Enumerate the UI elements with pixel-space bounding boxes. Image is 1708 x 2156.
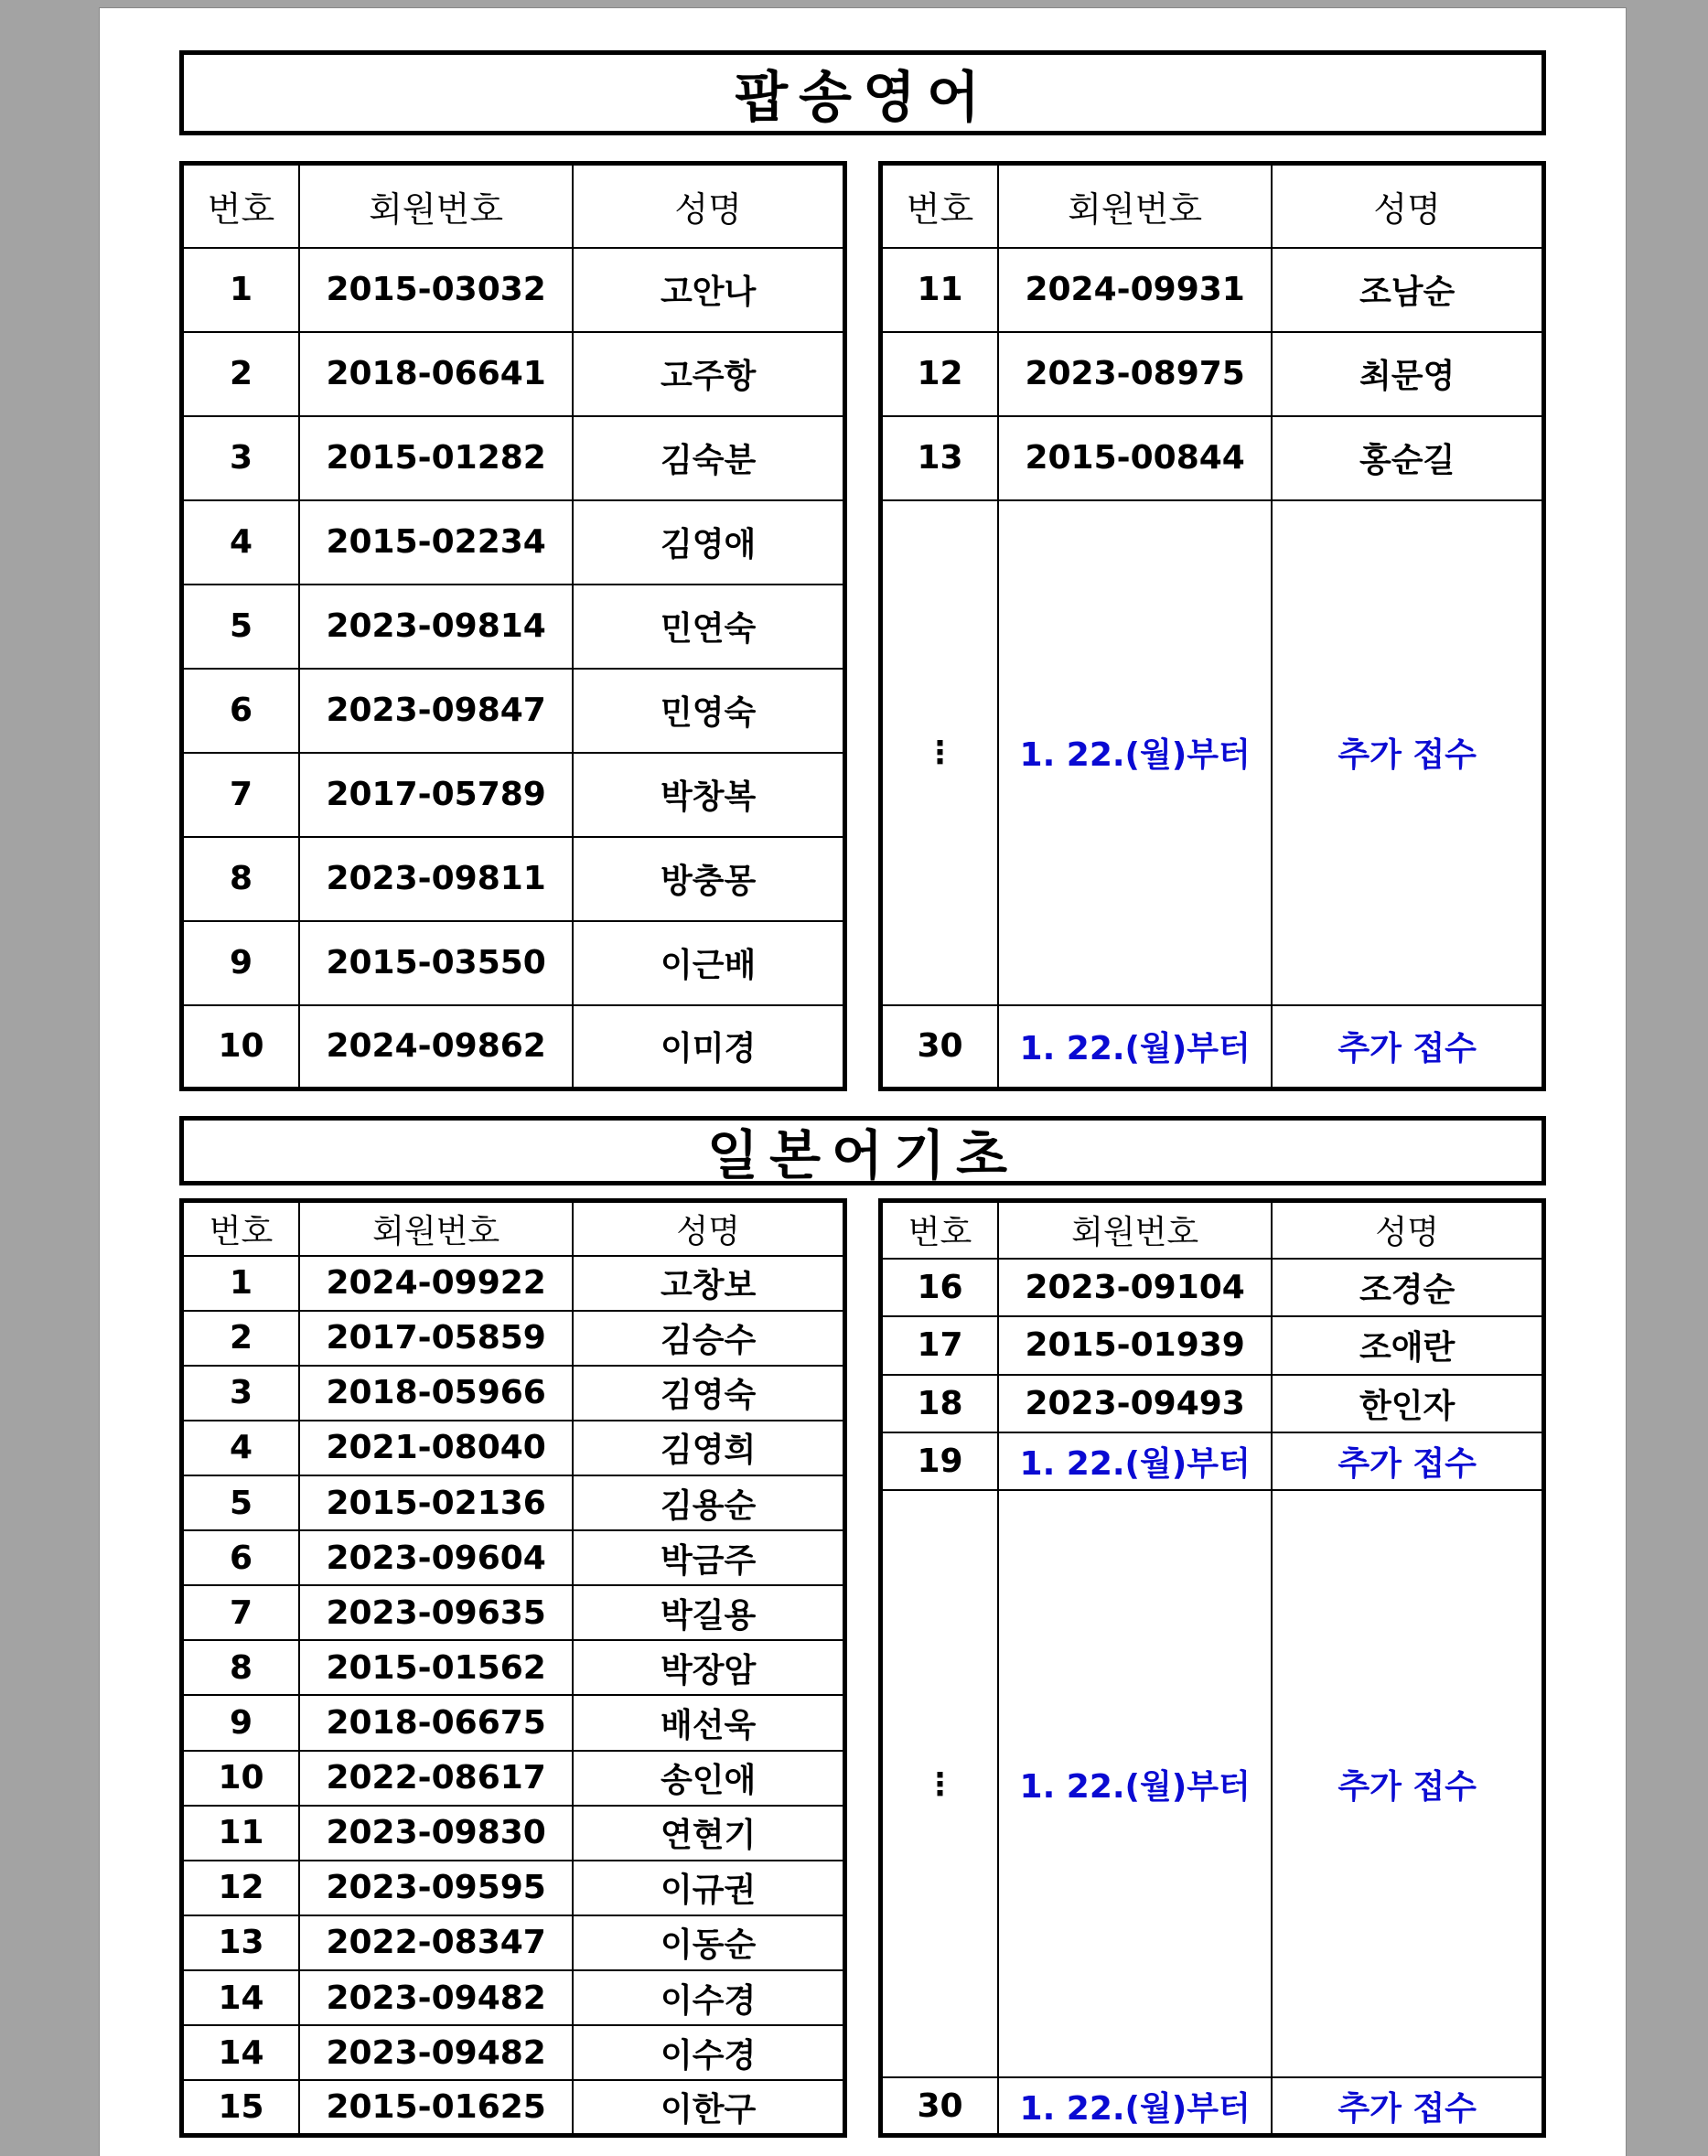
member-name: 조남순 bbox=[1272, 248, 1543, 332]
header-name: 성명 bbox=[573, 164, 844, 248]
member-id: 2024-09931 bbox=[998, 248, 1272, 332]
row-number: 18 bbox=[881, 1375, 999, 1432]
table-row bbox=[182, 1005, 845, 1089]
row-number: 6 bbox=[182, 1530, 300, 1585]
table-row bbox=[182, 837, 845, 921]
member-id: 2023-08975 bbox=[998, 332, 1272, 416]
member-id: 2023-09811 bbox=[299, 837, 573, 921]
member-name: 조경순 bbox=[1272, 1259, 1543, 1316]
member-id: 2023-09595 bbox=[299, 1861, 573, 1915]
header-name: 성명 bbox=[1272, 164, 1543, 248]
registration-date: 1. 22.(월)부터 bbox=[998, 1005, 1272, 1089]
member-name: 고안나 bbox=[573, 248, 844, 332]
row-number: 3 bbox=[182, 1366, 300, 1421]
row-number: 16 bbox=[881, 1259, 999, 1316]
member-id: 2023-09482 bbox=[299, 1970, 573, 2025]
row-number: 2 bbox=[182, 1311, 300, 1366]
ellipsis-number: ⋮ bbox=[881, 1490, 999, 2077]
member-name: 민영숙 bbox=[573, 669, 844, 753]
header-member-id: 회원번호 bbox=[998, 164, 1272, 248]
table-row bbox=[881, 1375, 1544, 1432]
registration-note: 추가 접수 bbox=[1272, 1490, 1543, 2077]
member-name: 박창복 bbox=[573, 753, 844, 837]
table-row bbox=[182, 1751, 845, 1806]
row-number: 5 bbox=[182, 1475, 300, 1530]
japanese-left-table bbox=[179, 1198, 847, 2138]
member-name: 이근배 bbox=[573, 921, 844, 1005]
row-number: 19 bbox=[881, 1432, 999, 1490]
header-member-id: 회원번호 bbox=[299, 1201, 573, 1256]
member-name: 송인애 bbox=[573, 1751, 844, 1806]
table-row bbox=[182, 1585, 845, 1640]
row-number: 14 bbox=[182, 2025, 300, 2080]
table-row bbox=[182, 1861, 845, 1915]
member-name: 고주항 bbox=[573, 332, 844, 416]
member-id: 2017-05789 bbox=[299, 753, 573, 837]
member-id: 2023-09482 bbox=[299, 2025, 573, 2080]
member-id: 2018-06675 bbox=[299, 1695, 573, 1750]
ellipsis-row bbox=[881, 1490, 1544, 2077]
member-id: 2023-09104 bbox=[998, 1259, 1272, 1316]
table-row bbox=[881, 1259, 1544, 1316]
member-id: 2015-01282 bbox=[299, 416, 573, 500]
row-number: 9 bbox=[182, 1695, 300, 1750]
member-name: 이규권 bbox=[573, 1861, 844, 1915]
row-number: 13 bbox=[881, 416, 999, 500]
member-name: 최문영 bbox=[1272, 332, 1543, 416]
row-number: 7 bbox=[182, 753, 300, 837]
member-id: 2017-05859 bbox=[299, 1311, 573, 1366]
member-name: 김영숙 bbox=[573, 1366, 844, 1421]
member-name: 김용순 bbox=[573, 1475, 844, 1530]
table-row bbox=[182, 1530, 845, 1585]
header-number: 번호 bbox=[182, 1201, 300, 1256]
table-row bbox=[182, 669, 845, 753]
member-name: 배선욱 bbox=[573, 1695, 844, 1750]
table-row bbox=[881, 2077, 1544, 2135]
member-name: 김숙분 bbox=[573, 416, 844, 500]
member-id: 2024-09862 bbox=[299, 1005, 573, 1089]
row-number: 11 bbox=[182, 1806, 300, 1861]
row-number: 8 bbox=[182, 1640, 300, 1695]
table-row bbox=[881, 1005, 1544, 1089]
member-name: 김영희 bbox=[573, 1421, 844, 1475]
pop-english-right-table bbox=[878, 161, 1546, 1091]
member-name: 이동순 bbox=[573, 1915, 844, 1970]
row-number: 13 bbox=[182, 1915, 300, 1970]
member-name: 박길용 bbox=[573, 1585, 844, 1640]
member-name: 김영애 bbox=[573, 500, 844, 585]
header-number: 번호 bbox=[881, 1201, 999, 1259]
ellipsis-number: ⋮ bbox=[881, 500, 999, 1005]
member-name: 한인자 bbox=[1272, 1375, 1543, 1432]
table-row bbox=[182, 1311, 845, 1366]
table-row bbox=[182, 1806, 845, 1861]
row-number: 9 bbox=[182, 921, 300, 1005]
header-number: 번호 bbox=[182, 164, 300, 248]
registration-note: 추가 접수 bbox=[1272, 1432, 1543, 1490]
member-name: 박장암 bbox=[573, 1640, 844, 1695]
row-number: 8 bbox=[182, 837, 300, 921]
row-number: 14 bbox=[182, 1970, 300, 2025]
member-name: 박금주 bbox=[573, 1530, 844, 1585]
member-name: 이한구 bbox=[573, 2080, 844, 2135]
member-id: 2015-02234 bbox=[299, 500, 573, 585]
header-member-id: 회원번호 bbox=[998, 1201, 1272, 1259]
table-row bbox=[182, 248, 845, 332]
table-row bbox=[182, 1475, 845, 1530]
table-row bbox=[881, 332, 1544, 416]
member-id: 2018-05966 bbox=[299, 1366, 573, 1421]
registration-date: 1. 22.(월)부터 bbox=[998, 1432, 1272, 1490]
member-name: 조애란 bbox=[1272, 1316, 1543, 1374]
member-id: 2015-00844 bbox=[998, 416, 1272, 500]
member-id: 2023-09830 bbox=[299, 1806, 573, 1861]
member-id: 2021-08040 bbox=[299, 1421, 573, 1475]
member-name: 연현기 bbox=[573, 1806, 844, 1861]
table-row bbox=[881, 1316, 1544, 1374]
table-row bbox=[182, 500, 845, 585]
row-number: 3 bbox=[182, 416, 300, 500]
member-id: 2018-06641 bbox=[299, 332, 573, 416]
table-row bbox=[182, 753, 845, 837]
table-row bbox=[881, 248, 1544, 332]
row-number: 6 bbox=[182, 669, 300, 753]
row-number: 30 bbox=[881, 2077, 999, 2135]
section-title-japanese-basics: 일본어기초 bbox=[179, 1116, 1546, 1185]
registration-date: 1. 22.(월)부터 bbox=[998, 2077, 1272, 2135]
table-row bbox=[182, 416, 845, 500]
member-name: 방충몽 bbox=[573, 837, 844, 921]
member-id: 2015-03550 bbox=[299, 921, 573, 1005]
table-row bbox=[182, 1256, 845, 1311]
header-member-id: 회원번호 bbox=[299, 164, 573, 248]
table-row bbox=[182, 1695, 845, 1750]
row-number: 1 bbox=[182, 248, 300, 332]
member-id: 2015-01939 bbox=[998, 1316, 1272, 1374]
header-name: 성명 bbox=[1272, 1201, 1543, 1259]
table-row bbox=[182, 1970, 845, 2025]
member-id: 2024-09922 bbox=[299, 1256, 573, 1311]
japanese-right-table bbox=[878, 1198, 1546, 2138]
member-id: 2023-09493 bbox=[998, 1375, 1272, 1432]
pop-english-left-table bbox=[179, 161, 847, 1091]
row-number: 4 bbox=[182, 500, 300, 585]
row-number: 4 bbox=[182, 1421, 300, 1475]
registration-date: 1. 22.(월)부터 bbox=[998, 1490, 1272, 2077]
member-name: 이수경 bbox=[573, 1970, 844, 2025]
member-id: 2023-09604 bbox=[299, 1530, 573, 1585]
row-number: 11 bbox=[881, 248, 999, 332]
header-number: 번호 bbox=[881, 164, 999, 248]
table-row bbox=[881, 1432, 1544, 1490]
table-row bbox=[182, 1421, 845, 1475]
member-id: 2015-02136 bbox=[299, 1475, 573, 1530]
member-id: 2015-01625 bbox=[299, 2080, 573, 2135]
registration-date: 1. 22.(월)부터 bbox=[998, 500, 1272, 1005]
table-row bbox=[182, 921, 845, 1005]
member-id: 2023-09847 bbox=[299, 669, 573, 753]
registration-note: 추가 접수 bbox=[1272, 1005, 1543, 1089]
table-row bbox=[881, 416, 1544, 500]
row-number: 12 bbox=[881, 332, 999, 416]
row-number: 17 bbox=[881, 1316, 999, 1374]
member-id: 2015-01562 bbox=[299, 1640, 573, 1695]
section-title-pop-english: 팝송영어 bbox=[179, 50, 1546, 135]
table-row bbox=[182, 1640, 845, 1695]
member-name: 고창보 bbox=[573, 1256, 844, 1311]
table-row bbox=[182, 2080, 845, 2135]
row-number: 10 bbox=[182, 1751, 300, 1806]
member-id: 2015-03032 bbox=[299, 248, 573, 332]
member-name: 이미경 bbox=[573, 1005, 844, 1089]
member-id: 2023-09814 bbox=[299, 585, 573, 669]
row-number: 15 bbox=[182, 2080, 300, 2135]
table-row bbox=[182, 585, 845, 669]
table-row bbox=[182, 2025, 845, 2080]
member-name: 김승수 bbox=[573, 1311, 844, 1366]
table-row bbox=[182, 332, 845, 416]
row-number: 10 bbox=[182, 1005, 300, 1089]
header-name: 성명 bbox=[573, 1201, 844, 1256]
table-row bbox=[182, 1366, 845, 1421]
member-name: 홍순길 bbox=[1272, 416, 1543, 500]
row-number: 7 bbox=[182, 1585, 300, 1640]
member-name: 민연숙 bbox=[573, 585, 844, 669]
row-number: 1 bbox=[182, 1256, 300, 1311]
registration-note: 추가 접수 bbox=[1272, 500, 1543, 1005]
row-number: 30 bbox=[881, 1005, 999, 1089]
member-name: 이수경 bbox=[573, 2025, 844, 2080]
row-number: 12 bbox=[182, 1861, 300, 1915]
registration-note: 추가 접수 bbox=[1272, 2077, 1543, 2135]
member-id: 2022-08617 bbox=[299, 1751, 573, 1806]
member-id: 2023-09635 bbox=[299, 1585, 573, 1640]
table-row bbox=[182, 1915, 845, 1970]
member-id: 2022-08347 bbox=[299, 1915, 573, 1970]
row-number: 5 bbox=[182, 585, 300, 669]
row-number: 2 bbox=[182, 332, 300, 416]
ellipsis-row bbox=[881, 500, 1544, 1005]
